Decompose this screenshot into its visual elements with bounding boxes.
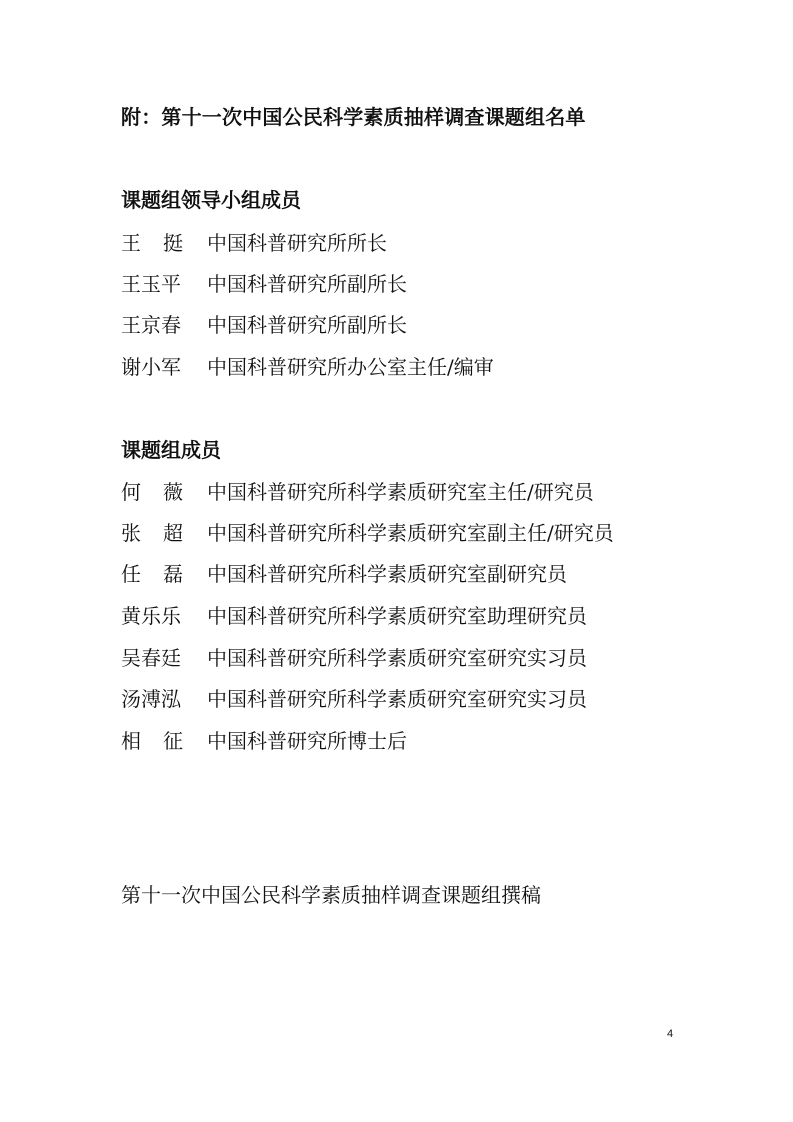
member-role: 中国科普研究所所长 xyxy=(207,231,387,255)
member-name-char: 征 xyxy=(163,729,183,753)
member-role: 中国科普研究所副所长 xyxy=(207,313,407,337)
member-name xyxy=(121,726,183,756)
member-name: 王京春 xyxy=(121,313,181,337)
member-role: 中国科普研究所科学素质研究室副研究员 xyxy=(207,562,567,586)
leadership-heading: 课题组领导小组成员 xyxy=(121,188,301,212)
member-name xyxy=(121,518,183,548)
member-role: 中国科普研究所科学素质研究室研究实习员 xyxy=(207,687,587,711)
member-name-char: 相 xyxy=(121,729,141,753)
member-role: 中国科普研究所科学素质研究室主任/研究员 xyxy=(207,480,594,504)
member-name xyxy=(121,559,183,589)
member-name: 汤溥泓 xyxy=(121,687,181,711)
member-name-char: 任 xyxy=(121,562,141,586)
member-role: 中国科普研究所办公室主任/编审 xyxy=(207,355,494,379)
member-name-char: 挺 xyxy=(163,231,183,255)
member-name xyxy=(121,477,183,507)
member-role: 中国科普研究所科学素质研究室副主任/研究员 xyxy=(207,521,614,545)
footer-credit: 第十一次中国公民科学素质抽样调查课题组撰稿 xyxy=(121,883,541,907)
member-name: 谢小军 xyxy=(121,355,181,379)
member-role: 中国科普研究所科学素质研究室助理研究员 xyxy=(207,604,587,628)
member-name-char: 超 xyxy=(163,521,183,545)
member-name: 黄乐乐 xyxy=(121,604,181,628)
page-title: 附：第十一次中国公民科学素质抽样调查课题组名单 xyxy=(121,105,586,129)
page-number: 4 xyxy=(667,1028,674,1040)
member-name: 王玉平 xyxy=(121,272,181,296)
member-name-char: 王 xyxy=(121,231,141,255)
member-name xyxy=(121,228,183,258)
member-name-char: 张 xyxy=(121,521,141,545)
team-heading: 课题组成员 xyxy=(121,438,221,462)
member-name: 吴春廷 xyxy=(121,646,181,670)
member-name-char: 磊 xyxy=(163,562,183,586)
member-name-char: 何 xyxy=(121,480,141,504)
member-role: 中国科普研究所副所长 xyxy=(207,272,407,296)
member-role: 中国科普研究所博士后 xyxy=(207,729,407,753)
member-role: 中国科普研究所科学素质研究室研究实习员 xyxy=(207,646,587,670)
member-name-char: 薇 xyxy=(163,480,183,504)
